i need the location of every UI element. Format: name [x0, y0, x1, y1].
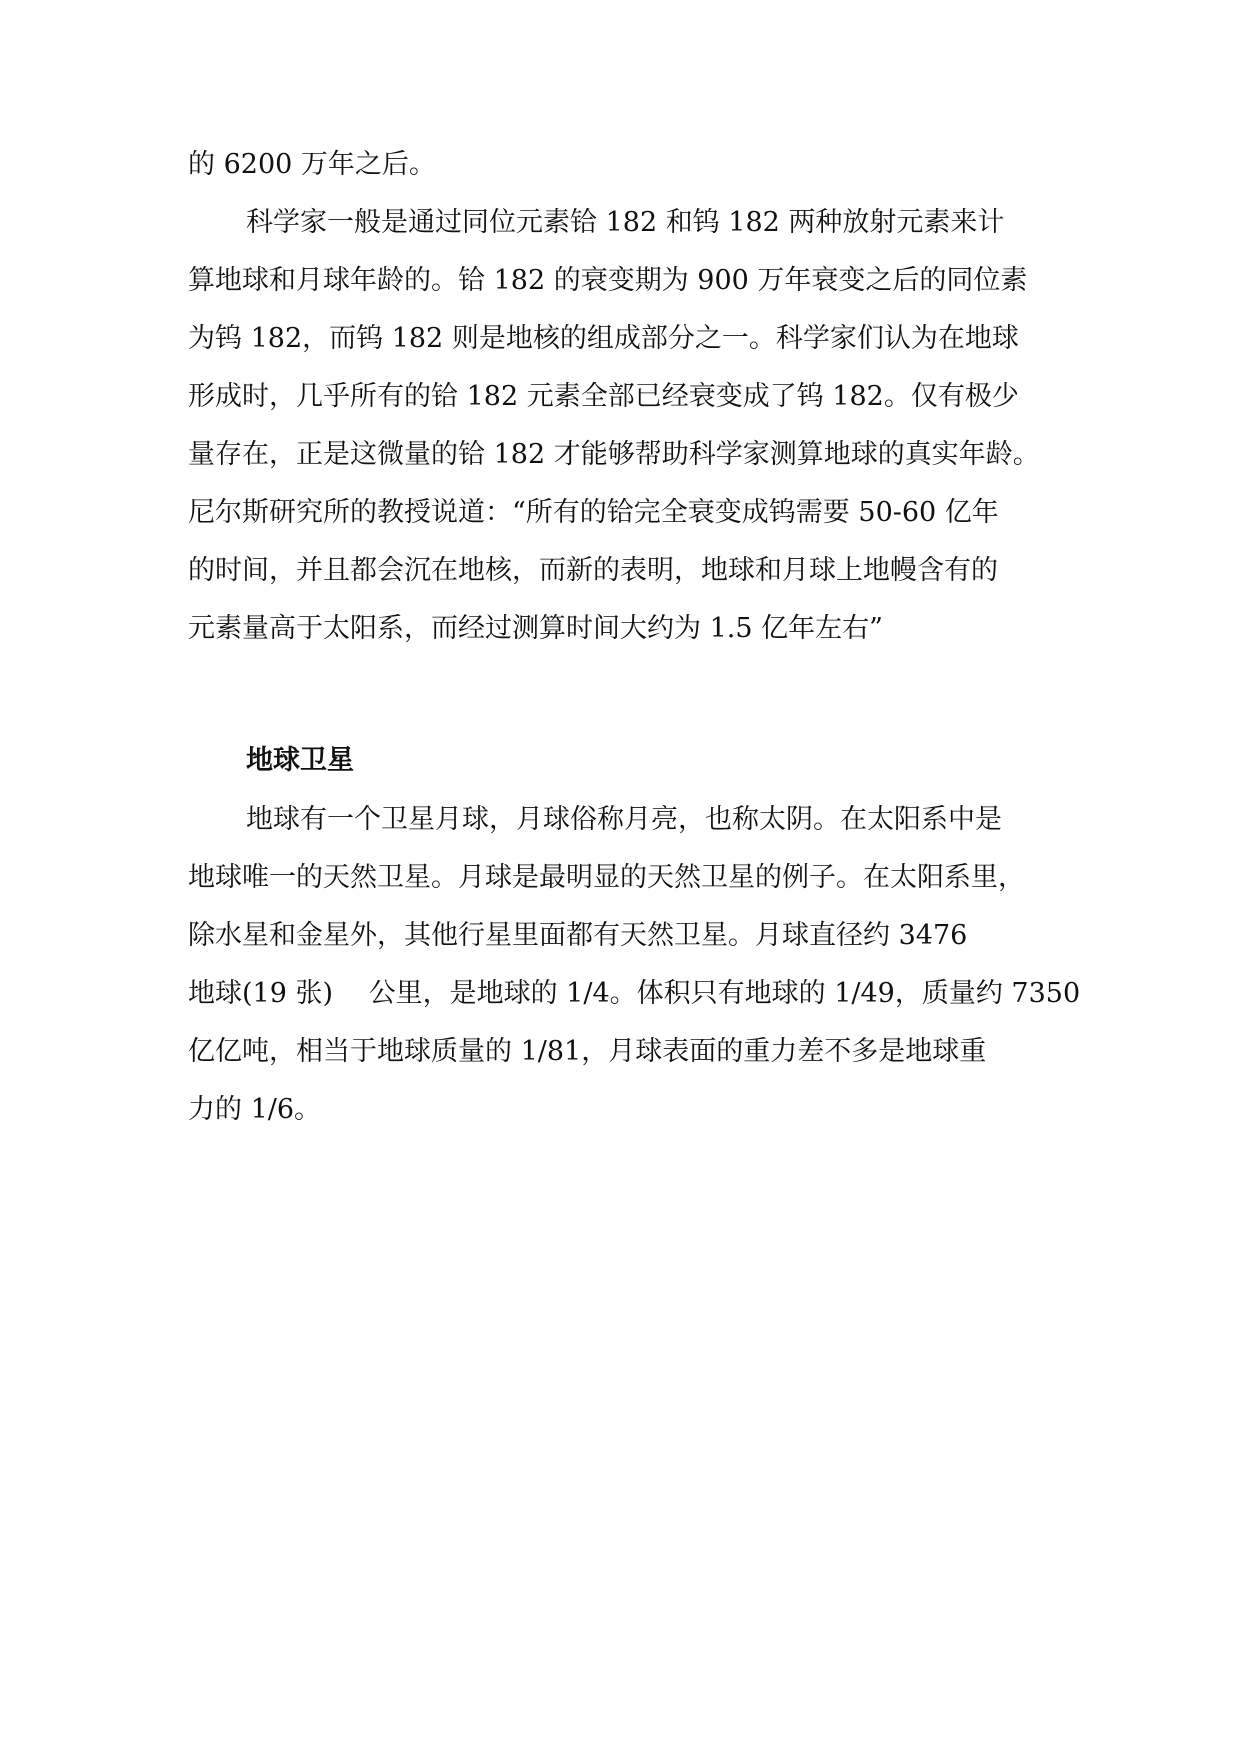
paragraph-line: 量存在，正是这微量的铪 182 才能够帮助科学家测算地球的真实年龄。: [188, 439, 1040, 470]
paragraph-line: 尼尔斯研究所的教授说道：“所有的铪完全衰变成钨需要 50-60 亿年: [188, 497, 999, 528]
paragraph-line: 地球(19 张) 公里，是地球的 1/4。体积只有地球的 1/49，质量约 7350: [188, 978, 1081, 1009]
paragraph-line: 的 6200 万年之后。: [188, 149, 436, 180]
section-heading: 地球卫星: [246, 745, 354, 776]
paragraph-line: 地球唯一的天然卫星。月球是最明显的天然卫星的例子。在太阳系里，: [188, 862, 1025, 893]
paragraph-line: 元素量高于太阳系，而经过测算时间大约为 1.5 亿年左右”: [188, 613, 883, 644]
paragraph-line: 力的 1/6。: [188, 1094, 322, 1125]
paragraph-line: 的时间，并且都会沉在地核，而新的表明，地球和月球上地幔含有的: [188, 555, 998, 586]
paragraph-line: 地球有一个卫星月球，月球俗称月亮，也称太阴。在太阳系中是: [246, 804, 1002, 835]
paragraph-line: 算地球和月球年龄的。铪 182 的衰变期为 900 万年衰变之后的同位素: [188, 265, 1028, 296]
paragraph-line: 亿亿吨，相当于地球质量的 1/81，月球表面的重力差不多是地球重: [188, 1036, 987, 1067]
paragraph-line: 形成时，几乎所有的铪 182 元素全部已经衰变成了钨 182。仅有极少: [188, 381, 1019, 412]
paragraph-line: 为钨 182，而钨 182 则是地核的组成部分之一。科学家们认为在地球: [188, 323, 1019, 354]
paragraph-line: 科学家一般是通过同位元素铪 182 和钨 182 两种放射元素来计: [246, 207, 1005, 238]
paragraph-line: 除水星和金星外，其他行星里面都有天然卫星。月球直径约 3476: [188, 920, 968, 951]
